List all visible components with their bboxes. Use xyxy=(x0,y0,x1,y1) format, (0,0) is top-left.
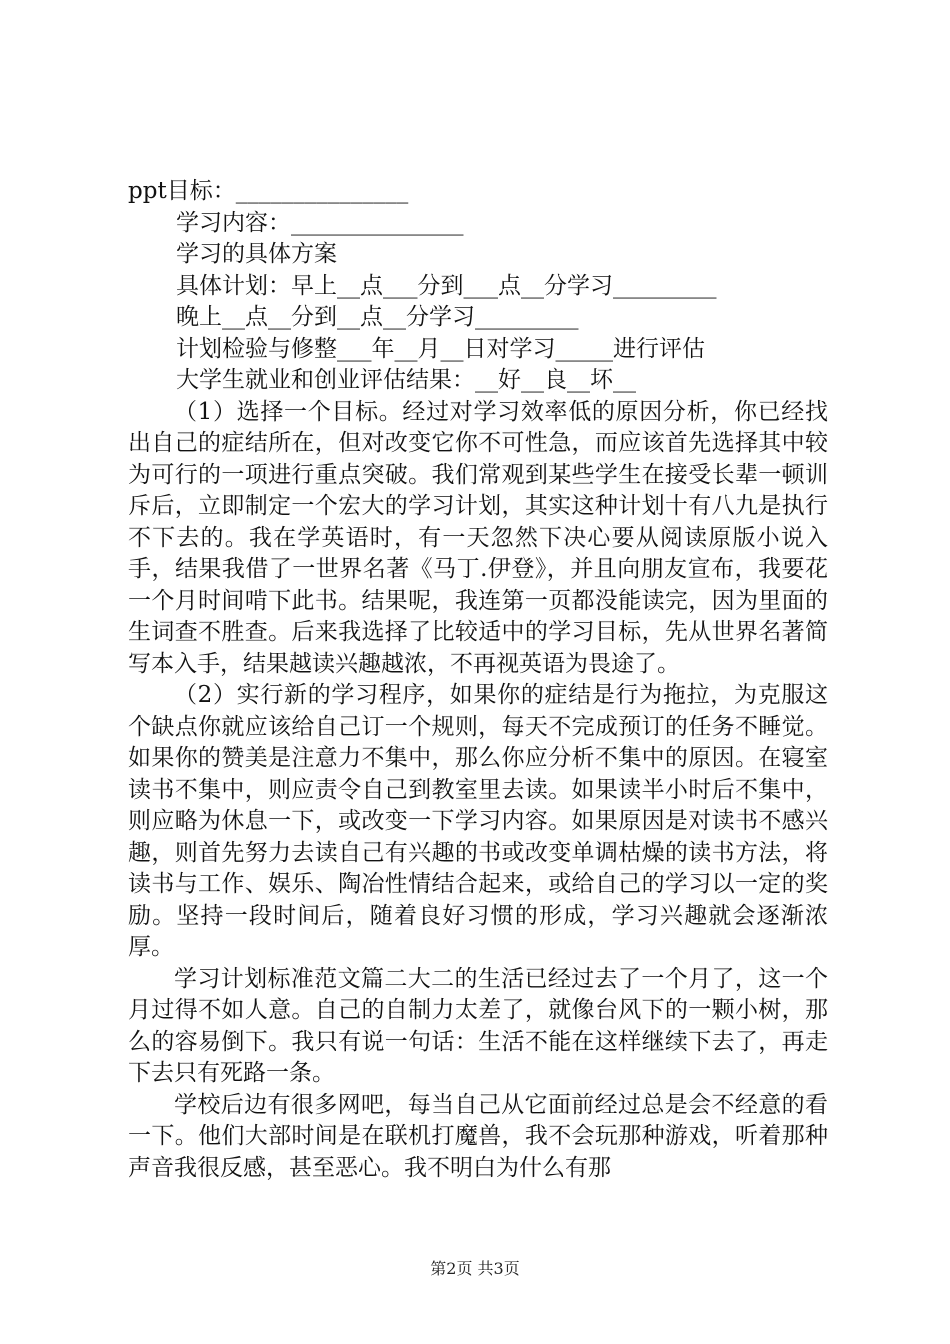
document-body xyxy=(128,176,828,1184)
form-line-content: 学习内容：_______________ xyxy=(176,209,464,236)
paragraph-new-procedure: （2）实行新的学习程序，如果你的症结是行为拖拉，为克服这个缺点你就应该给自己订一个规则，每天不完成预订的任务不睡觉。如果你的赞美是注意力不集中，那么你应分析不集中的原因。在寝室读书不集中，则应责令自己到教室里去读。如果读半小时后不集中，则应略为休息一下，或改变一下学习内容。如果原因是对读书不感兴趣，则首先努力去读自己有兴趣的书或改变单调枯燥的读书方法，将读书与工作、娱乐、陶冶性情结合起来，或给自己的学习以一定的奖励。坚持一段时间后，随着良好习惯的形成，学习兴趣就会逐渐浓厚。 xyxy=(128,682,828,960)
paragraph-internet-cafe: 学校后边有很多网吧，每当自己从它面前经过总是会不经意的看一下。他们大部时间是在联机打魔兽，我不会玩那种游戏，听着那种声音我很反感，甚至恶心。我不明白为什么有那 xyxy=(128,1091,828,1181)
page-footer: 第2页 共3页 xyxy=(430,1259,520,1278)
form-line-target: ppt目标：_______________ xyxy=(128,178,409,204)
form-line-evening-schedule: 晚上__点__分到__点__分学习_________ xyxy=(176,304,579,330)
paragraph-sample-two: 学习计划标准范文篇二大二的生活已经过去了一个月了，这一个月过得不如人意。自己的自制力太差了，就像台风下的一颗小树，那么的容易倒下。我只有说一句话：生活不能在这样继续下去了，再走下去只有死路一条。 xyxy=(128,965,828,1086)
form-line-plan-title: 学习的具体方案 xyxy=(176,241,337,267)
paragraph-choose-goal: （1）选择一个目标。经过对学习效率低的原因分析，你已经找出自己的症结所在，但对改变它你不可性急，而应该首先选择其中较为可行的一项进行重点突破。我们常观到某些学生在接受长辈一顿训斥后，立即制定一个宏大的学习计划，其实这种计划十有八九是执行不下去的。我在学英语时，有一天忽然下决心要从阅读原版小说入手，结果我借了一世界名著《马丁.伊登》，并且向朋友宣布，我要花一个月时间啃下此书。结果呢，我连第一页都没能读完，因为里面的生词查不胜查。后来我选择了比较适中的学习目标，先从世界名著简写本入手，结果越读兴趣越浓，不再视英语为畏途了。 xyxy=(128,398,828,677)
form-line-review: 计划检验与修整___年__月__日对学习_____进行评估 xyxy=(176,335,705,362)
form-line-evaluation: 大学生就业和创业评估结果：__好__良__坏__ xyxy=(176,367,636,393)
form-line-morning-schedule: 具体计划：早上__点___分到___点__分学习_________ xyxy=(176,272,717,299)
